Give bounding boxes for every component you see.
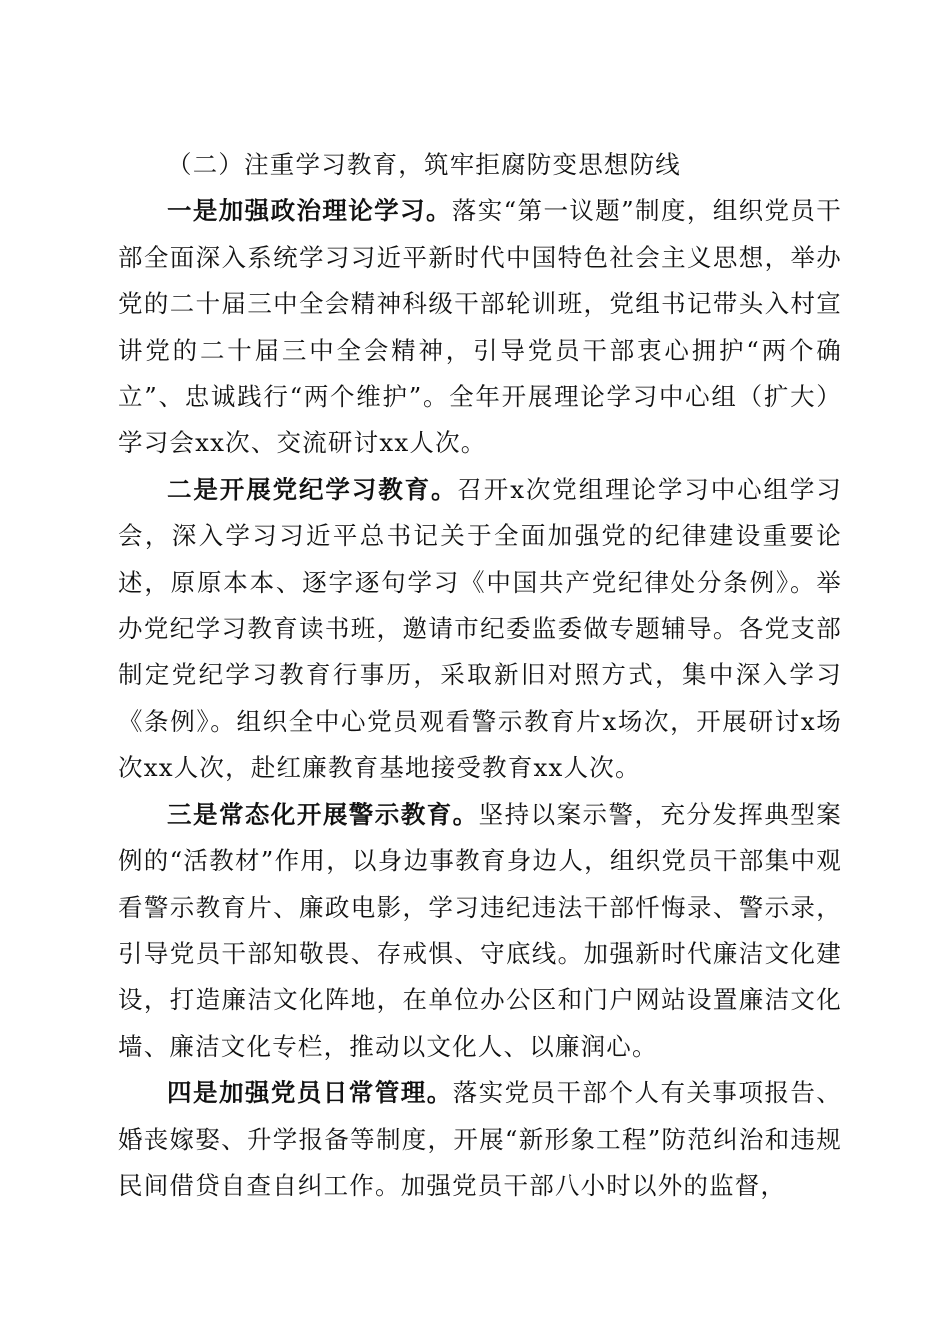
- paragraph-lead: 一是加强政治理论学习。: [167, 196, 452, 226]
- paragraph-lead: 三是常态化开展警示教育。: [167, 799, 479, 829]
- paragraph-body: 落实“第一议题”制度，组织党员干部全面深入系统学习习近平新时代中国特色社会主义思想，举办党的二十届三中全会精神科级干部轮训班，党组书记带头入村宣讲党的二十届三中全会精神，引导党员干部衷心拥护“两个确立”、忠诚践行“两个维护”。全年开展理论学习中心组（扩大）学习会xx次、交流研讨xx人次。: [118, 196, 843, 458]
- paragraph-body: 坚持以案示警，充分发挥典型案例的“活教材”作用，以身边事教育身边人，组织党员干部集中观看警示教育片、廉政电影，学习违纪违法干部忏悔录、警示录，引导党员干部知敬畏、存戒惧、守底线。加强新时代廉洁文化建设，打造廉洁文化阵地，在单位办公区和门户网站设置廉洁文化墙、廉洁文化专栏，推动以文化人、以廉润心。: [118, 799, 842, 1061]
- paragraph-lead: 四是加强党员日常管理。: [167, 1078, 453, 1108]
- paragraph-body: 召开x次党组理论学习中心组学习会，深入学习习近平总书记关于全面加强党的纪律建设重要论述，原原本本、逐字逐句学习《中国共产党纪律处分条例》。举办党纪学习教育读书班，邀请市纪委监委做专题辅导。各党支部制定党纪学习教育行事历，采取新旧对照方式，集中深入学习《条例》。组织全中心党员观看警示教育片x场次，开展研讨x场次xx人次，赴红廉教育基地接受教育xx人次。: [118, 474, 842, 783]
- paragraph-discipline-education: [118, 467, 842, 792]
- paragraph-member-management: [118, 1070, 842, 1209]
- paragraph-lead: 二是开展党纪学习教育。: [167, 474, 458, 504]
- section-heading: （二）注重学习教育，筑牢拒腐防变思想防线: [167, 150, 681, 179]
- paragraph-warning-education: [118, 792, 842, 1070]
- paragraph-political-theory: [118, 188, 842, 466]
- paragraph-body: 落实党员干部个人有关事项报告、婚丧嫁娶、升学报备等制度，开展“新形象工程”防范纠治和违规民间借贷自查自纠工作。加强党员干部八小时以外的监督，: [118, 1078, 843, 1200]
- document-body: [118, 142, 842, 1209]
